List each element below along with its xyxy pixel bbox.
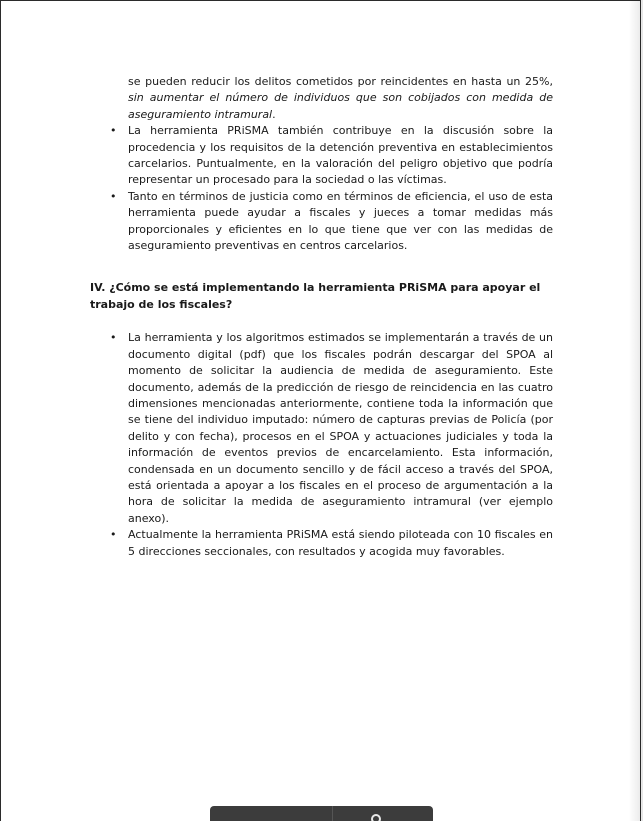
intro-text: se pueden reducir los delitos cometidos por reincidentes en hasta un 25%, [128,75,553,88]
intro-paragraph [128,74,553,123]
bullet-marker: • [110,189,117,203]
viewer-toolbar [210,806,433,821]
list-item [110,123,553,189]
bullet-marker: • [110,331,117,345]
document-body [90,74,553,560]
page-edge-shadow [629,0,643,821]
intro-italic-text: sin aumentar el número de individuos que son cobijados con medida de aseguramiento intramural [128,91,553,121]
bullet-list-top [90,123,553,254]
list-item [110,527,553,560]
bullet-marker: • [110,124,117,138]
toolbar-page-controls[interactable] [210,806,333,821]
bullet-marker: • [110,528,117,542]
section-heading: IV. ¿Cómo se está implementando la herramienta PRiSMA para apoyar el trabajo de los fiscales? [90,281,541,311]
list-item-text: Actualmente la herramienta PRiSMA está siendo piloteada con 10 fiscales en 5 direcciones seccionales, con resultados y acogida muy favorables. [128,528,553,558]
list-item-text: La herramienta y los algoritmos estimados se implementarán a través de un documento digital (pdf) que los fiscales podrán descargar del SPOA al momento de solicitar la audiencia de medida de aseguramiento. Este documento, además de la predicción de riesgo de reincidencia en las cuatro dimensiones mencionadas anteriormente, contiene toda la información que se tiene del individuo imputado: número de capturas previas de Policía (por delito y con fecha), procesos en el SPOA y actuaciones judiciales y toda la información de eventos previos de encarcelamiento. Esta información, condensada en un documento sencillo y de fácil acceso a través del SPOA, está orientada a apoyar a los fiscales en el proceso de argumentación a la hora de solicitar la medida de aseguramiento intramural (ver ejemplo anexo). [128,331,553,525]
zoom-icon[interactable] [371,814,381,821]
toolbar-zoom-controls[interactable] [333,806,433,821]
list-item-text: Tanto en términos de justicia como en términos de eficiencia, el uso de esta herramienta puede ayudar a fiscales y jueces a tomar medidas más proporcionales y eficientes en lo que tiene que ver con las medidas de aseguramiento preventivas en centros carcelarios. [128,189,553,253]
bullet-list-bottom [90,330,553,560]
list-item-text: La herramienta PRiSMA también contribuye en la discusión sobre la procedencia y los requisitos de la detención preventiva en establecimientos carcelarios. Puntualmente, en la valoración del peligro objetivo que podría representar un procesado para la sociedad o las víctimas. [128,124,553,187]
list-item [110,189,553,255]
intro-end: . [272,107,276,121]
list-item [110,330,553,527]
